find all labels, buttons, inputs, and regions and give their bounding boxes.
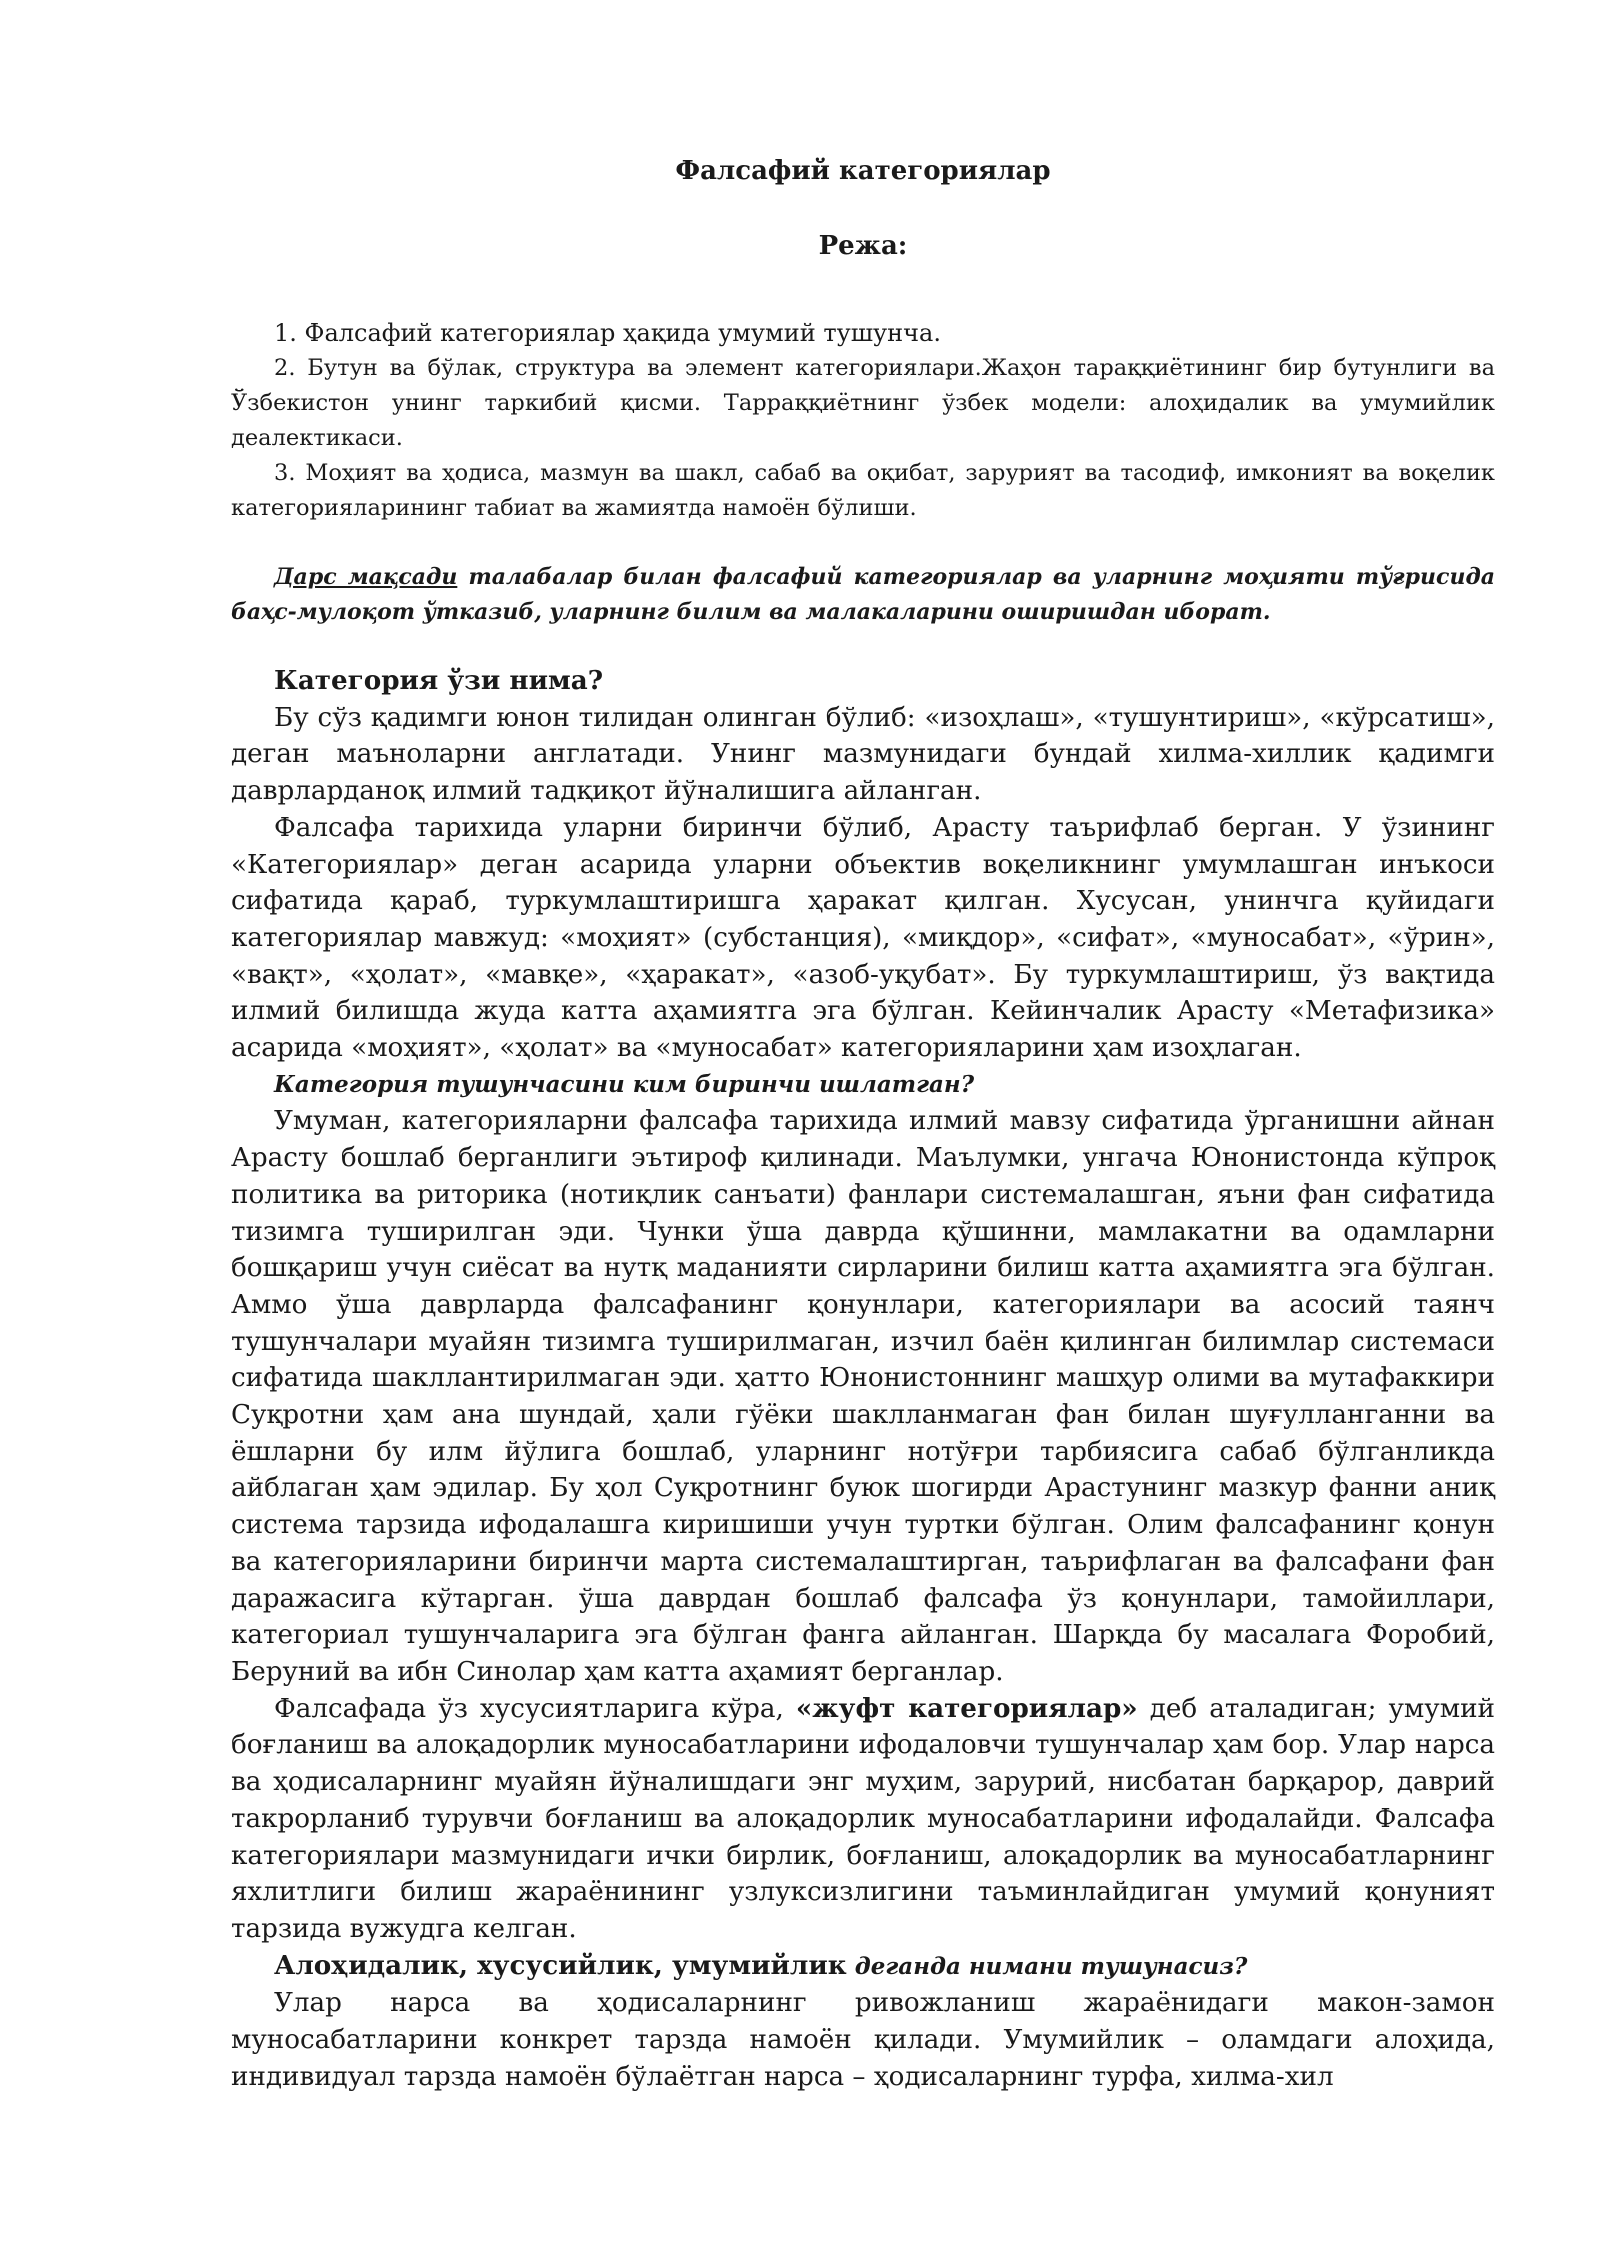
plan-item: 3. Моҳият ва ҳодиса, мазмун ва шакл, сабаб ва оқибат, зарурият ва тасодиф, имконият ва воқелик категорияларининг табиат ва жамиятда намоён бўлиши.	[231, 460, 1495, 521]
page-title: Фалсафий категориялар	[675, 156, 1051, 186]
goal-text: талабалар билан фалсафий категориялар ва уларнинг моҳияти тўғрисида баҳс-мулоқот ўтказиб, уларнинг билим ва малакаларини оширишдан иборат.	[231, 564, 1495, 625]
paragraph	[231, 1691, 1495, 1948]
paragraph: Умуман, категорияларни фалсафа тарихида илмий мавзу сифатида ўрганишни айнан Арасту бошлаб берганлиги эътироф қилинади. Маълумки, унгача Юнонистонда кўпроқ политика ва риторика (нотиқлик санъати) фанлари системалашган, яъни фан сифатида тизимга туширилган эди. Чунки ўша даврда қўшинни, мамлакатни ва одамларни бошқариш учун сиёсат ва нутқ маданияти сирларини билиш катта аҳамиятга эга бўлган. Аммо ўша даврларда фалсафанинг қонунлари, категориялари ва асосий таянч тушунчалари муайян тизимга туширилмаган, изчил баён қилинган билимлар системаси сифатида шакллантирилмаган эди. ҳатто Юнонистоннинг машҳур олими ва мутафаккири Суқротни ҳам ана шундай, ҳали гўёки шаклланмаган фан билан шуғулланганни ва ёшларни бу илм йўлига бошлаб, уларнинг нотўғри тарбиясига сабаб бўлганликда айблаган ҳам эдилар. Бу ҳол Суқротнинг буюк шогирди Арастунинг мазкур фанни аниқ система тарзида ифодалашга киришиши учун туртки бўлган. Олим фалсафанинг қонун ва категорияларини биринчи марта системалаштирган, таърифлаган ва фалсафани фан даражасига кўтарган. ўша даврдан бошлаб фалсафа ўз қонунлари, тамойиллари, категориал тушунчаларига эга бўлган фанга айланган. Шарқда бу масалага Форобий, Беруний ва ибн Синолар ҳам катта аҳамият берганлар.	[231, 1106, 1495, 1687]
plan-list	[231, 316, 1495, 526]
paragraph: Бу сўз қадимги юнон тилидан олинган бўлиб: «изоҳлаш», «тушунтириш», «кўрсатиш», деган маъноларни англатади. Унинг мазмунидаги бундай хилма-хиллик қадимги даврларданоқ илмий тадқиқот йўналишига айланган.	[231, 702, 1495, 807]
section-heading: Категория ўзи нима?	[274, 665, 604, 696]
main-text	[231, 663, 1495, 2095]
lesson-goal	[231, 560, 1495, 630]
question-term: Алоҳидалик, хусусийлик, умумийлик	[274, 1949, 847, 1981]
paragraph: Улар нарса ва ҳодисаларнинг ривожланиш жараёнидаги макон-замон муносабатларини конкрет тарзда намоён қилади. Умумийлик – оламдаги алоҳида, индивидуал тарзда намоён бўлаётган нарса – ҳодисаларнинг турфа, хилма-хил	[231, 1988, 1495, 2092]
goal-label: Дарс мақсади	[274, 564, 458, 590]
plan-item: 2. Бутун ва бўлак, структура ва элемент категориялари.Жаҳон тараққиётининг бир бутунлиги ва Ўзбекистон унинг таркибий қисми. Тарраққиётнинг ўзбек модели: алоҳидалик ва умумийлик деалектикаси.	[231, 355, 1495, 451]
paragraph-text: деб аталадиган; умумий боғланиш ва алоқадорлик муносабатларини ифодаловчи тушунчалар ҳам бор. Улар нарса ва ҳодисаларнинг муайян йўналишдаги энг муҳим, зарурий, нисбатан барқарор, даврий такрорланиб турувчи боғланиш ва алоқадорлик муносабатларини ифодалайди. Фалсафа категориялари мазмунидаги ички бирлик, боғланиш, алоқадорлик ва муносабатларнинг яхлитлиги билиш жараёнининг узлуксизлигини таъминлайдиган умумий қонуният тарзида вужудга келган.	[231, 1693, 1495, 1944]
paragraph: Фалсафа тарихида уларни биринчи бўлиб, Арасту таърифлаб берган. У ўзининг «Категориялар» деган асарида уларни объектив воқеликнинг умумлашган инъкоси сифатида қараб, туркумлаштиришга ҳаракат қилган. Хусусан, унинчга қуйидаги категориялар мавжуд: «моҳият» (субстанция), «миқдор», «сифат», «муносабат», «ўрин», «вақт», «ҳолат», «мавқе», «ҳаракат», «азоб-уқубат». Бу туркумлаштириш, ўз вақтида илмий билишда жуда катта аҳамиятга эга бўлган. Кейинчалик Арасту «Метафизика» асарида «моҳият», «ҳолат» ва «муносабат» категорияларини ҳам изоҳлаган.	[231, 812, 1495, 1064]
plan-item: 1. Фалсафий категориялар ҳақида умумий тушунча.	[274, 319, 941, 347]
plan-heading: Режа:	[818, 231, 908, 261]
paragraph-text: Фалсафада ўз хусусиятларига кўра,	[274, 1693, 796, 1724]
question-heading	[231, 1948, 1495, 1986]
paired-categories-term: «жуфт категориялар»	[795, 1692, 1138, 1724]
question-heading: Категория тушунчасини ким биринчи ишлатган?	[274, 1070, 975, 1098]
question-text: деганда нимани тушунасиз?	[846, 1952, 1248, 1980]
